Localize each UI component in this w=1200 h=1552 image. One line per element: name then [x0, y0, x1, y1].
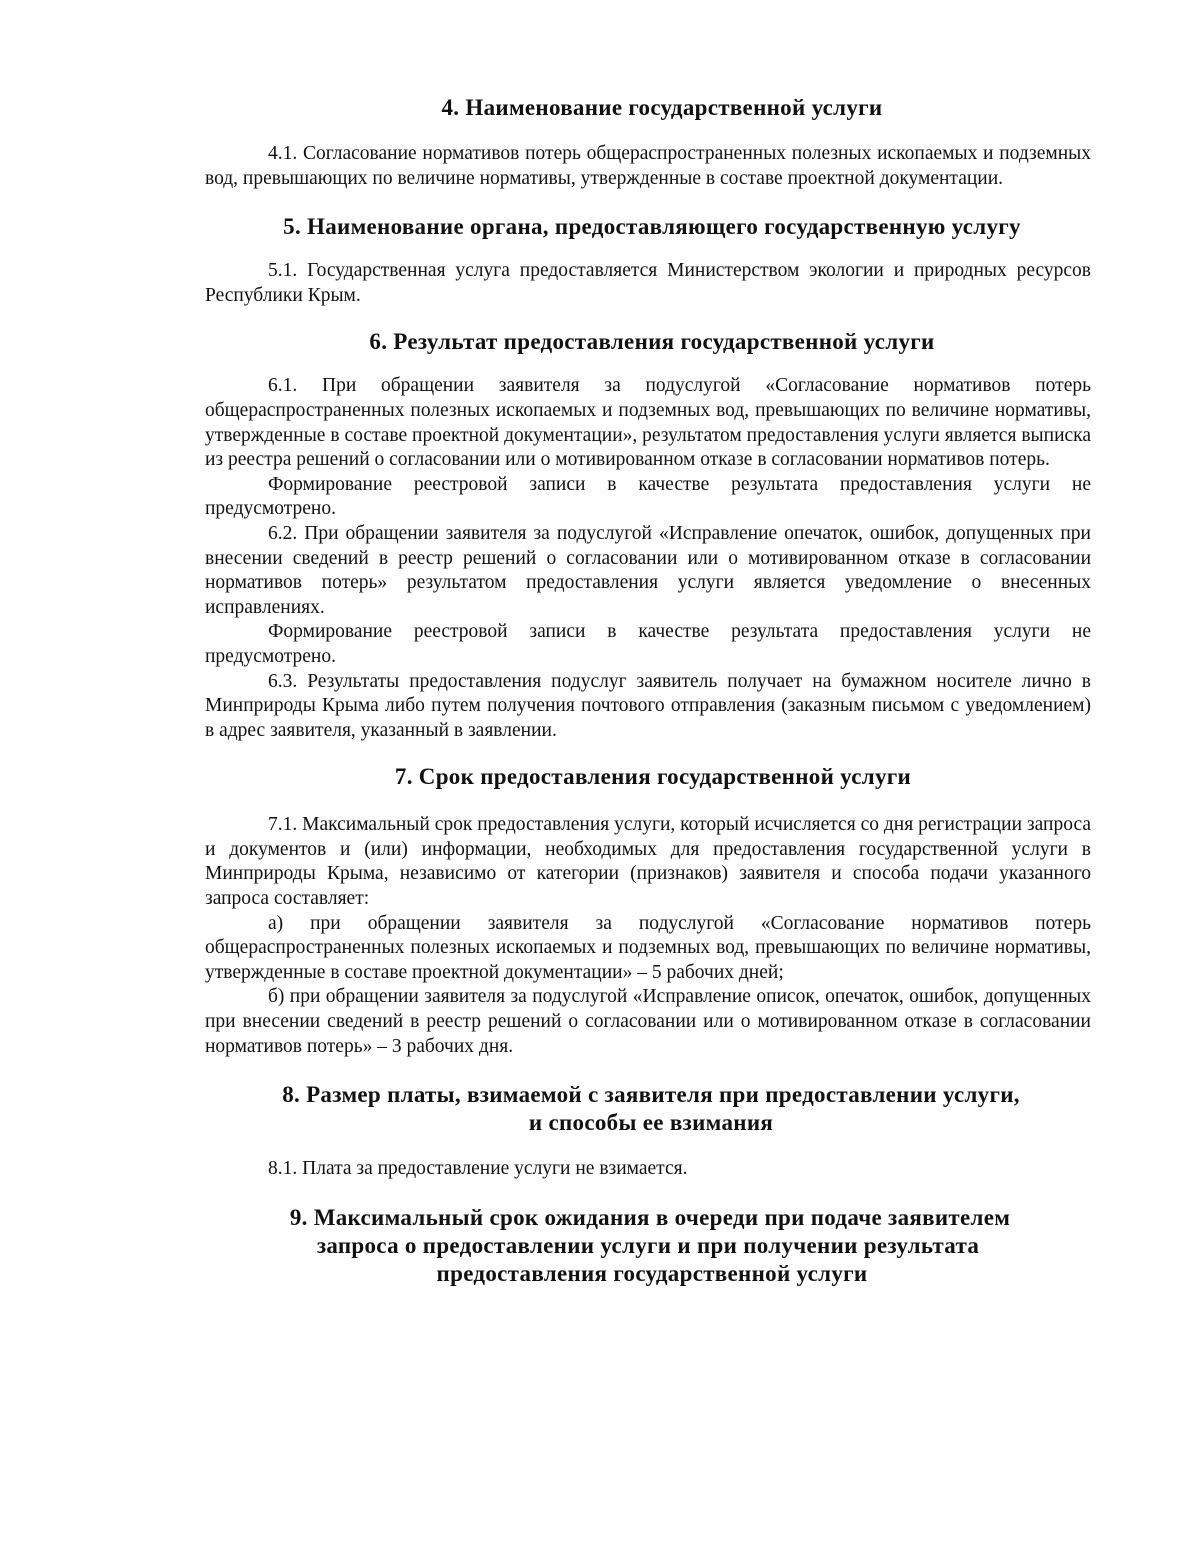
- paragraph: 6.3. Результаты предоставления подуслуг заявитель получает на бумажном носителе лично в Минприроды Крыма либо путем получения почтового отправления (заказным письмом с уведомлением) в адрес заявителя, указанный в заявлении.: [205, 670, 1091, 741]
- paragraph: 6.1. При обращении заявителя за подуслугой «Согласование нормативов потерь общераспространенных полезных ископаемых и подземных вод, превышающих по величине нормативы, утвержденные в составе проектной документации», результатом предоставления услуги является выписка из реестра решений о согласовании или о мотивированном отказе в согласовании нормативов потерь.: [205, 375, 1091, 471]
- paragraph: 7.1. Максимальный срок предоставления услуги, который исчисляется со дня регистрации запроса и документов и (или) информации, необходимых для предоставления государственной услуги в Минприроды Крыма, независимо от категории (признаков) заявителя и способа подачи указанного запроса составляет:: [205, 814, 1091, 910]
- section-heading: 4. Наименование государственной услуги: [441, 95, 883, 120]
- section-heading-line: и способы ее взимания: [528, 1110, 774, 1136]
- section-heading: 6. Результат предоставления государственной услуги: [369, 329, 935, 355]
- section-heading-line: запроса о предоставлении услуги и при получении результата: [316, 1232, 980, 1258]
- section-heading-line: предоставления государственной услуги: [436, 1260, 868, 1286]
- section-5: [205, 213, 1091, 308]
- paragraph: 4.1. Согласование нормативов потерь общераспространенных полезных ископаемых и подземных вод, превышающих по величине нормативы, утвержденные в составе проектной документации.: [205, 143, 1091, 189]
- section-4: [205, 94, 1091, 191]
- document-page: [205, 88, 1091, 1288]
- section-6: [205, 328, 1091, 743]
- section-heading: 7. Срок предоставления государственной услуги: [394, 764, 912, 790]
- section-9: [205, 1204, 1091, 1288]
- section-heading-line: 9. Максимальный срок ожидания в очереди при подаче заявителем: [289, 1204, 1011, 1230]
- paragraph: 6.2. При обращении заявителя за подуслугой «Исправление опечаток, ошибок, допущенных при внесении сведений в реестр решений о согласовании или о мотивированном отказе в согласовании нормативов потерь» результатом предоставления услуги является уведомление о внесенных исправлениях.: [205, 522, 1091, 618]
- section-heading: 5. Наименование органа, предоставляющего государственную услугу: [283, 214, 1021, 240]
- paragraph: 5.1. Государственная услуга предоставляется Министерством экологии и природных ресурсов Республики Крым.: [205, 260, 1091, 306]
- section-7: [205, 763, 1091, 1059]
- paragraph: а) при обращении заявителя за подуслугой «Согласование нормативов потерь общераспространенных полезных ископаемых и подземных вод, превышающих по величине нормативы, утвержденные в составе проектной документации» – 5 рабочих дней;: [205, 912, 1091, 983]
- section-8: [205, 1081, 1091, 1182]
- section-heading-line: 8. Размер платы, взимаемой с заявителя при предоставлении услуги,: [282, 1082, 1020, 1108]
- paragraph: Формирование реестровой записи в качестве результата предоставления услуги не предусмотрено.: [205, 473, 1091, 520]
- paragraph: б) при обращении заявителя за подуслугой «Исправление описок, опечаток, ошибок, допущенных при внесении сведений в реестр решений о согласовании или о мотивированном отказе в согласовании нормативов потерь» – 3 рабочих дня.: [205, 986, 1091, 1057]
- paragraph: Формирование реестровой записи в качестве результата предоставления услуги не предусмотрено.: [205, 621, 1091, 667]
- paragraph: 8.1. Плата за предоставление услуги не взимается.: [268, 1158, 688, 1180]
